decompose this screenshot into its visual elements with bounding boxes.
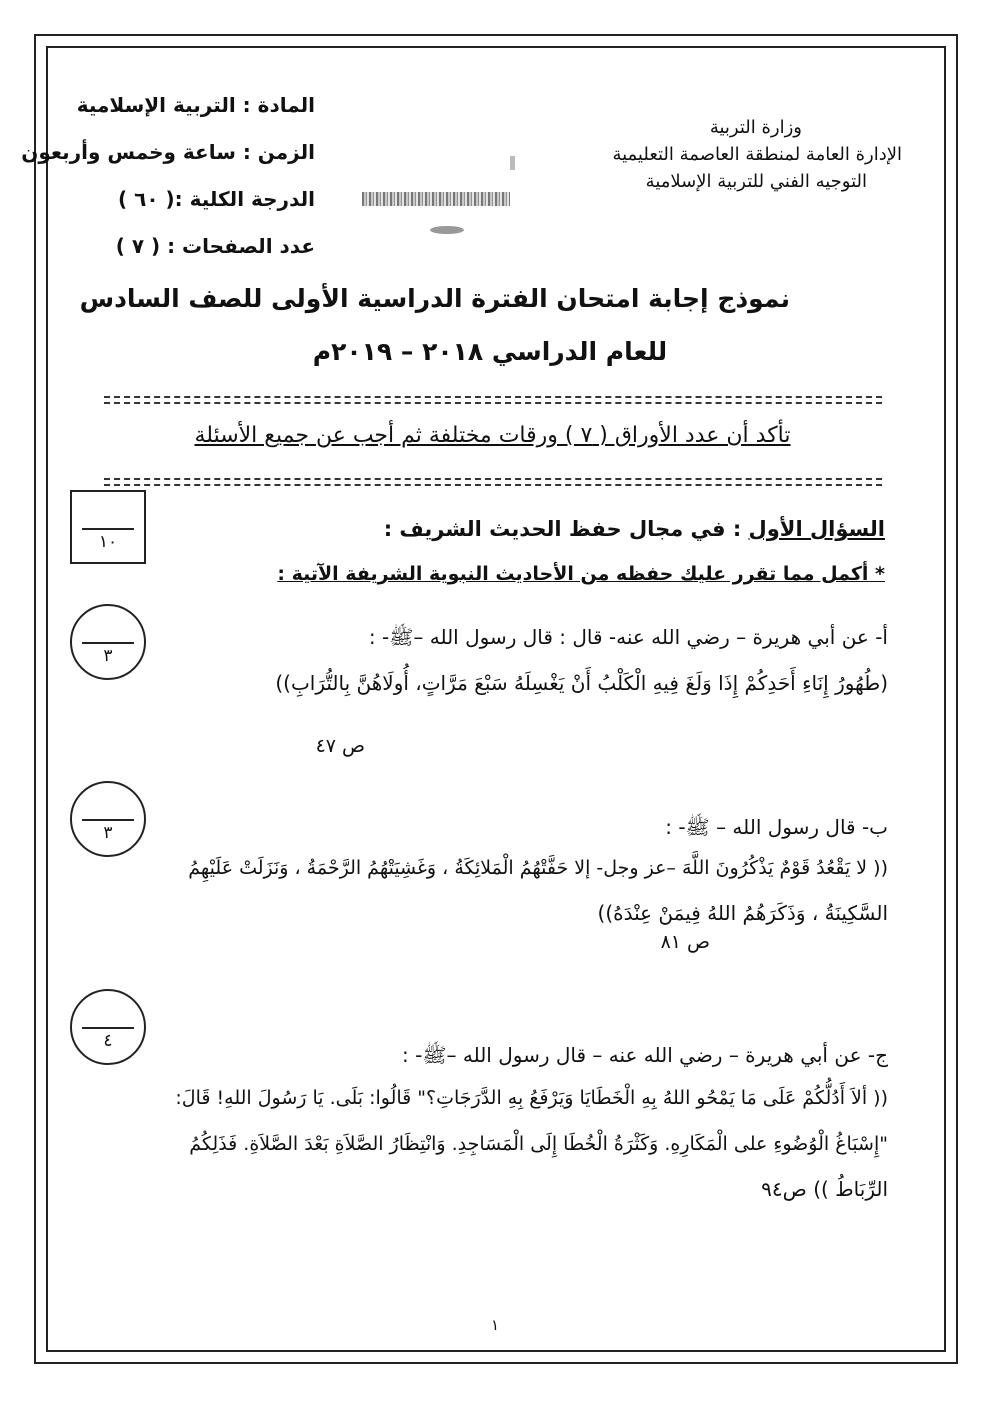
score-circle-line <box>82 1027 134 1029</box>
scan-mark <box>510 156 515 170</box>
hadith-c-intro: ج- عن أبي هريرة – رضي الله عنه – قال رسول الله –ﷺ- : <box>402 1043 888 1067</box>
score-circle-c <box>70 989 146 1065</box>
guidance-line: التوجيه الفني للتربية الإسلامية <box>645 171 867 192</box>
score-value: ١٠ <box>98 532 118 552</box>
hadith-b-intro: ب- قال رسول الله – ﷺ- : <box>665 815 888 839</box>
ministry-block <box>560 114 902 195</box>
hadith-c-text-line3: الرِّبَاطُ )) ص٩٤ <box>761 1177 888 1201</box>
hadith-b-text-line1: (( لا يَقْعُدُ قَوْمٌ يَذْكُرُونَ اللَّهَ –عز وجل- إلا حَفَّتْهُمُ الْمَلائِكَةُ ، وَغَشِيَتْهُمُ الرَّحْمَةُ ، وَنَزَلَتْ عَلَيْهِمُ <box>188 857 888 879</box>
divider-bottom <box>104 478 882 486</box>
score-circle-value: ٣ <box>103 646 113 666</box>
score-circle-line <box>82 819 134 821</box>
total-grade-line: الدرجة الكلية :( ٦٠ ) <box>118 187 315 211</box>
exam-title: نموذج إجابة امتحان الفترة الدراسية الأولى للصف السادس <box>79 284 790 313</box>
question1-instruction: * أكمل مما تقرر عليك حفظه من الأحاديث النبوية الشريفة الآتية : <box>277 563 885 585</box>
hadith-c-text-line2: "إِسْبَاغُ الْوُضُوءِ على الْمَكَارِهِ. وَكَثْرَةُ الْخُطَا إِلَى الْمَسَاجِدِ. وَانْتِظَارُ الصَّلاَةِ بَعْدَ الصَّلاَةِ. فَذَلِكُمُ <box>189 1133 888 1155</box>
score-circle-a <box>70 604 146 680</box>
score-circle-value: ٤ <box>103 1031 113 1051</box>
question1-header <box>383 517 885 541</box>
notice-line: تأكد أن عدد الأوراق ( ٧ ) ورقات مختلفة ثم أجب عن جميع الأسئلة <box>194 423 791 448</box>
divider-top <box>104 396 882 404</box>
question-score-box <box>70 490 146 564</box>
hadith-b-text-line2: السَّكِينَةُ ، وَذَكَرَهُمُ اللهُ فِيمَنْ عِنْدَهُ)) <box>597 901 888 925</box>
blurred-watermark <box>362 192 510 206</box>
hadith-b-page-ref: ص ٨١ <box>660 931 710 953</box>
directorate-line: الإدارة العامة لمنطقة العاصمة التعليمية <box>612 144 902 165</box>
exam-year: للعام الدراسي ٢٠١٨ – ٢٠١٩م <box>312 337 668 366</box>
question1-domain: : في مجال حفظ الحديث الشريف : <box>383 517 742 541</box>
pages-count-line: عدد الصفحات : ( ٧ ) <box>115 234 315 258</box>
ministry-line: وزارة التربية <box>709 117 802 138</box>
page-number: ١ <box>490 1316 500 1334</box>
scan-smudge <box>430 226 464 234</box>
question1-heading: السؤال الأول <box>748 517 885 541</box>
hadith-a-intro: أ- عن أبي هريرة – رضي الله عنه- قال : قال رسول الله –ﷺ- : <box>368 625 888 649</box>
exam-info-block <box>21 82 315 270</box>
score-line <box>82 528 134 530</box>
hadith-a-page-ref: ص ٤٧ <box>315 735 365 757</box>
hadith-c-text-line1: (( ألاَ أَدُلُّكُمْ عَلَى مَا يَمْحُو اللهُ بِهِ الْخَطَايَا وَيَرْفَعُ بِهِ الدَّرَجَاتِ؟" قَالُوا: بَلَى. يَا رَسُولَ اللهِ! قَالَ: <box>175 1087 888 1109</box>
score-circle-line <box>82 642 134 644</box>
hadith-a-text: (طُهُورُ إِنَاءِ أَحَدِكُمْ إِذَا وَلَغَ فِيهِ الْكَلْبُ أَنْ يَغْسِلَهُ سَبْعَ مَرَّاتٍ، أُولَاهُنَّ بِالتُّرَابِ)) <box>275 671 888 695</box>
time-line: الزمن : ساعة وخمس وأربعون <box>21 140 315 164</box>
subject-line: المادة : التربية الإسلامية <box>76 93 315 117</box>
score-circle-value: ٣ <box>103 823 113 843</box>
score-circle-b <box>70 781 146 857</box>
